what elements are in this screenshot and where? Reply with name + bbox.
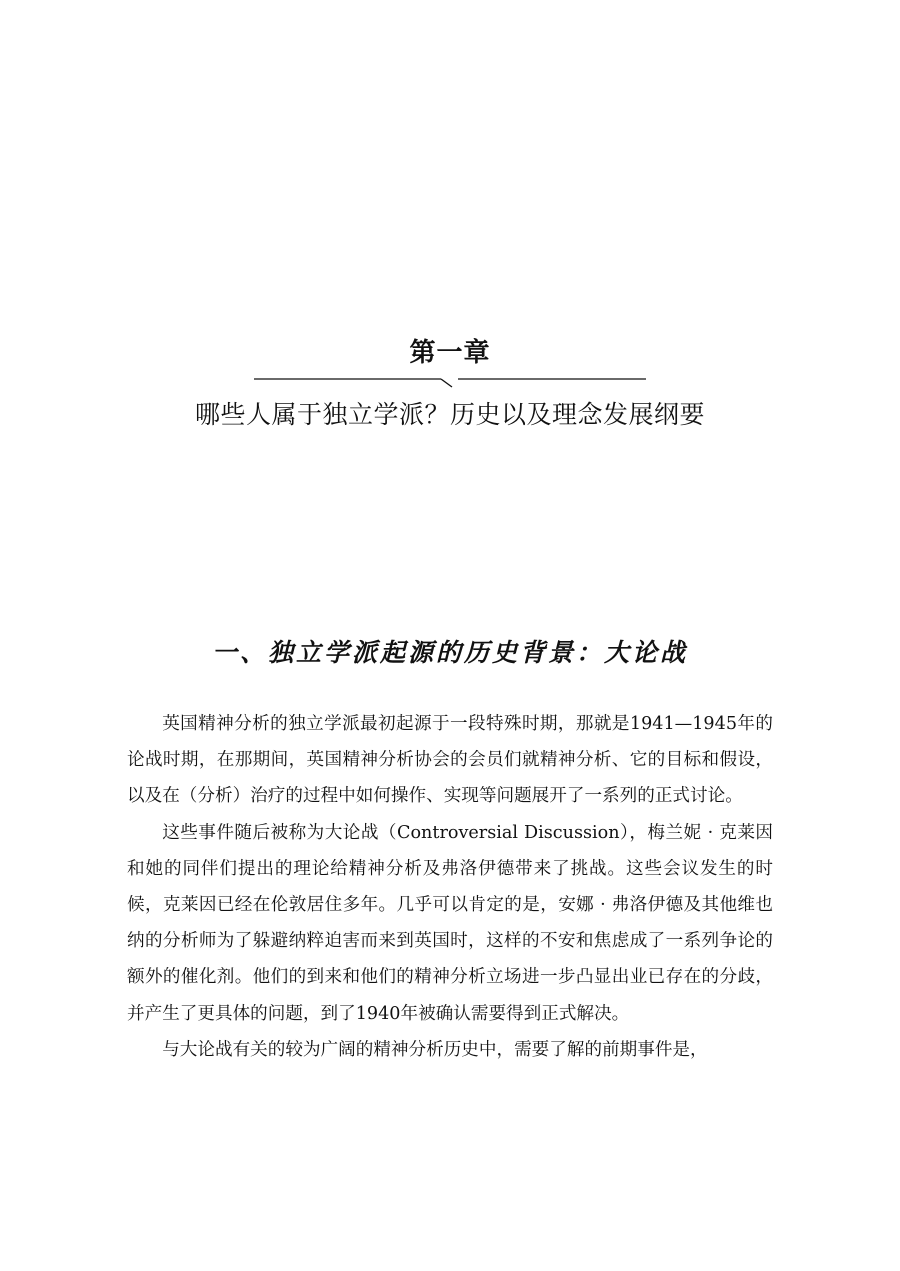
chapter-title: 哪些人属于独立学派？历史以及理念发展纲要 bbox=[194, 400, 705, 429]
paragraph: 与大论战有关的较为广阔的精神分析历史中，需要了解的前期事件是， bbox=[162, 1039, 708, 1060]
paragraph: 英国精神分析的独立学派最初起源于一段特殊时期，那就是1941—1945年的论战时期，在那期间，英国精神分析协会的会员们就精神分析、它的目标和假设，以及在（分析）治疗的过程中如何操作、实现等问题展开了一系列的正式讨论。 bbox=[127, 714, 773, 807]
chapter-divider bbox=[254, 372, 646, 388]
paragraph: 这些事件随后被称为大论战（Controversial Discussion），梅兰妮 · 克莱因和她的同伴们提出的理论给精神分析及弗洛伊德带来了挑战。这些会议发生的时候，克莱因已经在伦敦居住多年。几乎可以肯定的是，安娜 · 弗洛伊德及其他维也纳的分析师为了躲避纳粹迫害而来到英国时，这样的不安和焦虑成了一系列争论的额外的催化剂。他们的到来和他们的精神分析立场进一步凸显出业已存在的分歧，并产生了更具体的问题，到了1940年被确认需要得到正式解决。 bbox=[127, 822, 773, 1024]
body-text bbox=[127, 706, 773, 1068]
section-heading: 一、独立学派起源的历史背景：大论战 bbox=[211, 638, 688, 667]
chapter-label: 第一章 bbox=[409, 338, 491, 368]
